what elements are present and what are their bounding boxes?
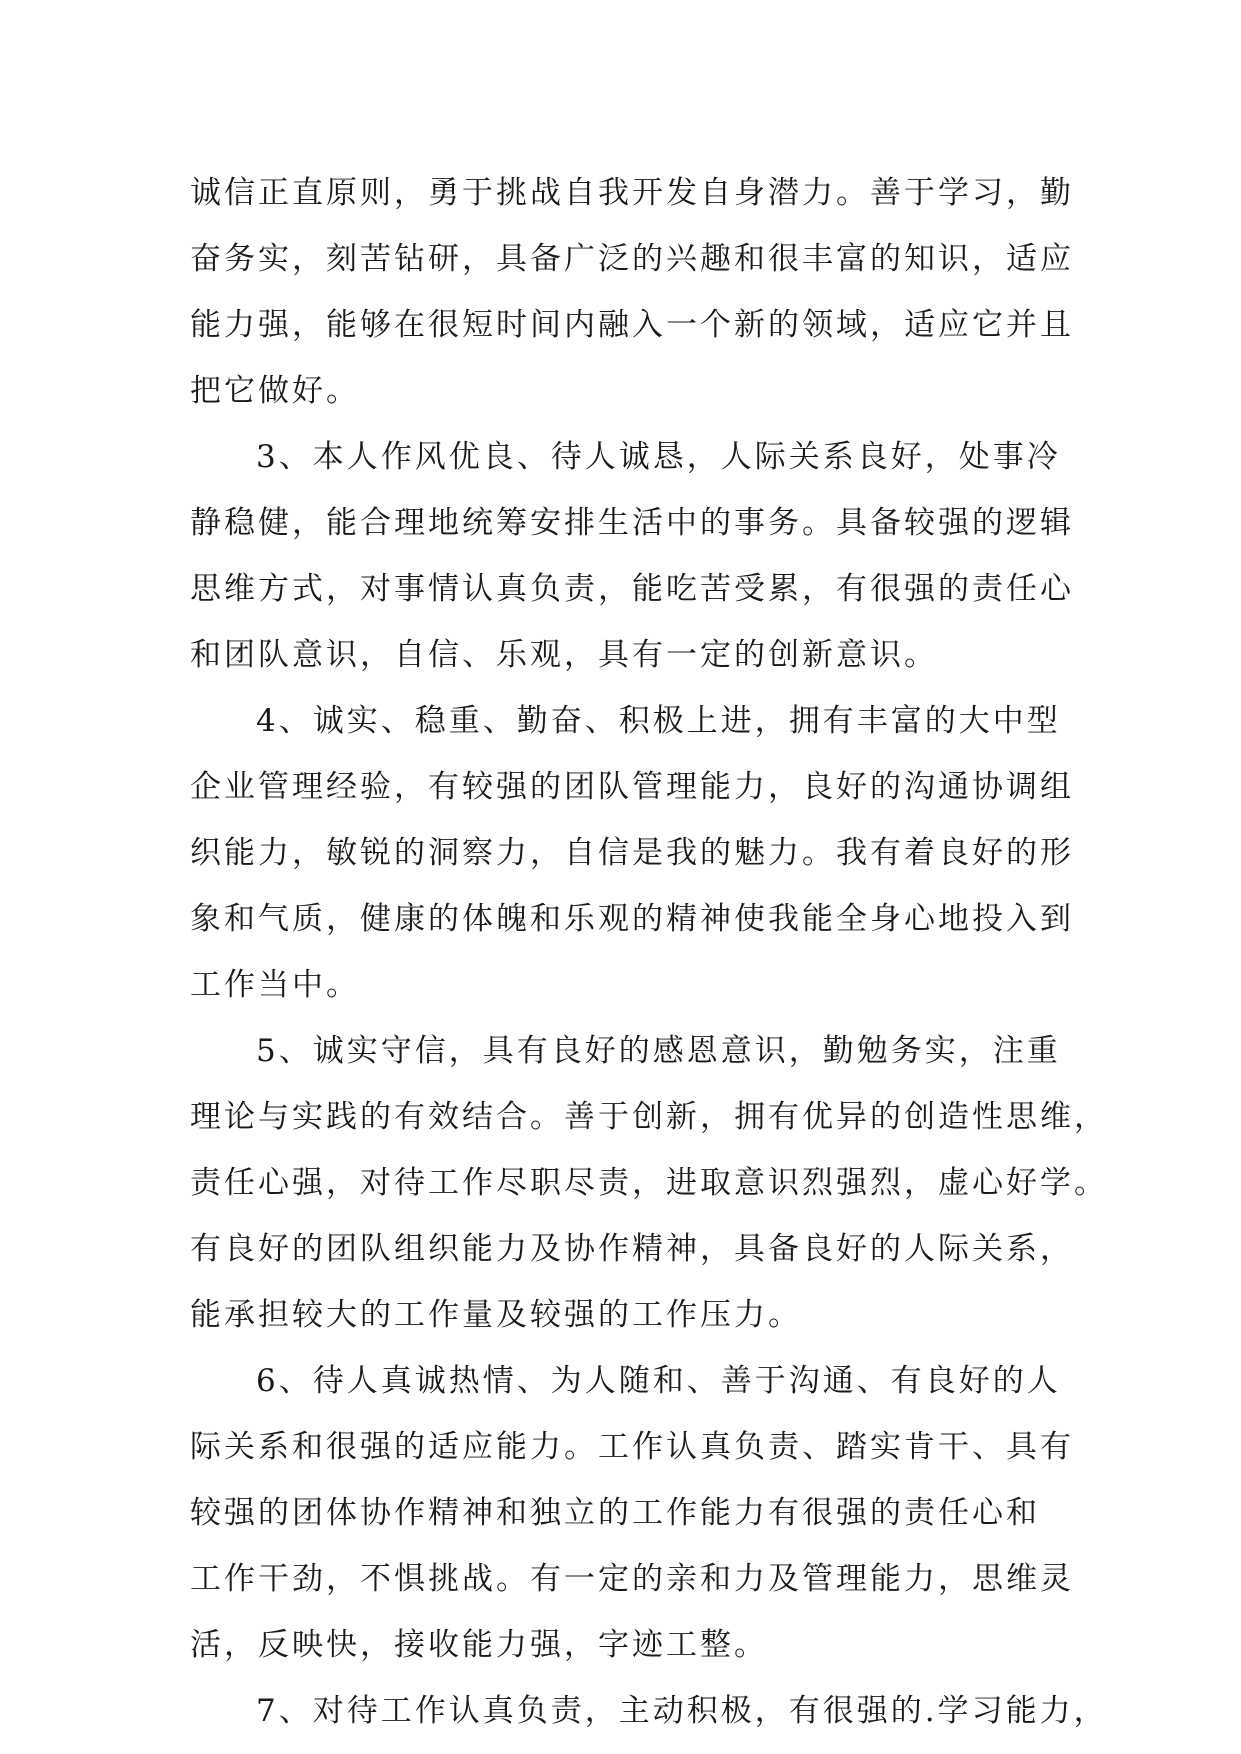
- text-line: 有良好的团队组织能力及协作精神，具备良好的人际关系，: [190, 1231, 1074, 1267]
- text-line: 6、待人真诚热情、为人随和、善于沟通、有良好的人: [256, 1363, 1061, 1399]
- text-line: 奋务实，刻苦钻研，具备广泛的兴趣和很丰富的知识，适应: [190, 241, 1074, 277]
- document-body: [190, 160, 1108, 1744]
- text-line: 能力强，能够在很短时间内融入一个新的领域，适应它并且: [190, 307, 1074, 343]
- text-line: 4、诚实、稳重、勤奋、积极上进，拥有丰富的大中型: [256, 703, 1061, 739]
- text-line: 理论与实践的有效结合。善于创新，拥有优异的创造性思维，: [190, 1099, 1108, 1135]
- text-line: 较强的团体协作精神和独立的工作能力有很强的责任心和: [190, 1495, 1040, 1531]
- text-line: 象和气质，健康的体魄和乐观的精神使我能全身心地投入到: [190, 901, 1074, 937]
- text-line: 7、对待工作认真负责，主动积极，有很强的.学习能力，: [256, 1693, 1108, 1729]
- text-line: 静稳健，能合理地统筹安排生活中的事务。具备较强的逻辑: [190, 505, 1074, 541]
- text-line: 工作干劲，不惧挑战。有一定的亲和力及管理能力，思维灵: [190, 1561, 1074, 1597]
- text-line: 能承担较大的工作量及较强的工作压力。: [190, 1297, 802, 1333]
- text-line: 把它做好。: [190, 373, 360, 409]
- text-line: 5、诚实守信，具有良好的感恩意识，勤勉务实，注重: [256, 1033, 1061, 1069]
- text-line: 3、本人作风优良、待人诚恳，人际关系良好，处事冷: [256, 439, 1061, 475]
- text-line: 企业管理经验，有较强的团队管理能力，良好的沟通协调组: [190, 769, 1074, 805]
- text-line: 工作当中。: [190, 967, 360, 1003]
- text-line: 际关系和很强的适应能力。工作认真负责、踏实肯干、具有: [190, 1429, 1074, 1465]
- text-line: 织能力，敏锐的洞察力，自信是我的魅力。我有着良好的形: [190, 835, 1074, 871]
- text-line: 诚信正直原则，勇于挑战自我开发自身潜力。善于学习，勤: [190, 175, 1074, 211]
- text-line: 活，反映快，接收能力强，字迹工整。: [190, 1627, 768, 1663]
- text-line: 和团队意识，自信、乐观，具有一定的创新意识。: [190, 637, 938, 673]
- text-line: 责任心强，对待工作尽职尽责，进取意识烈强烈，虚心好学。: [190, 1165, 1108, 1201]
- text-line: 思维方式，对事情认真负责，能吃苦受累，有很强的责任心: [190, 571, 1074, 607]
